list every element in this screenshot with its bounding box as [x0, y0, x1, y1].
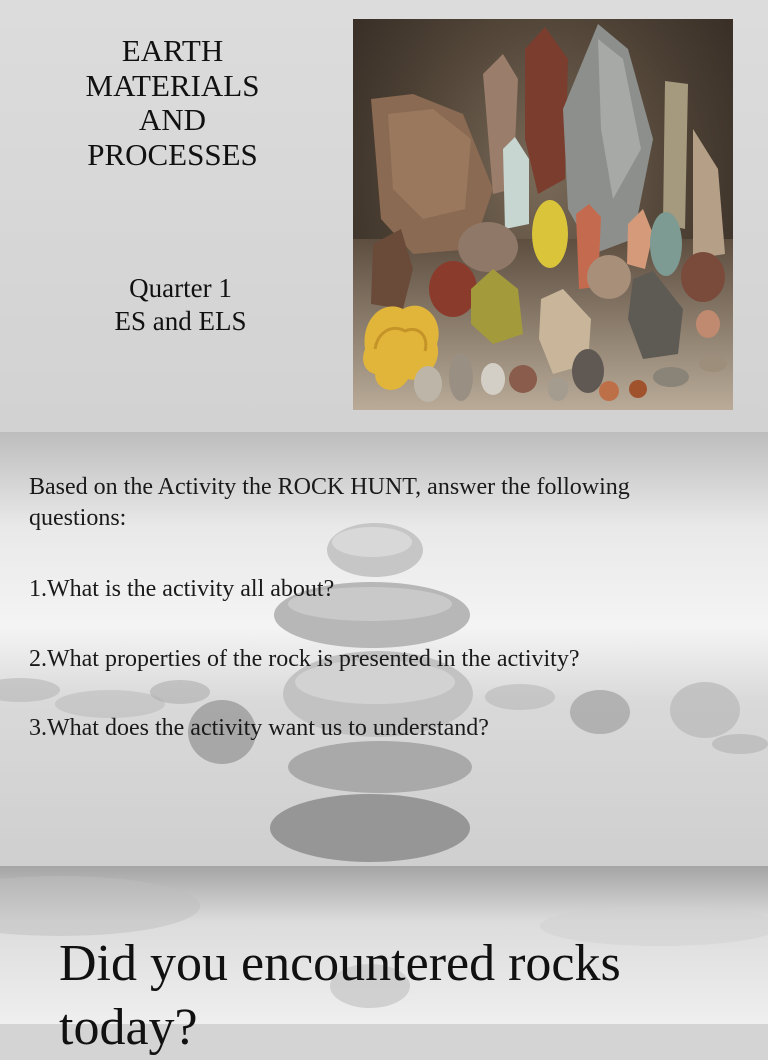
- question-2: 2.What properties of the rock is presented in the activity?: [29, 646, 580, 672]
- discussion-slide: [0, 866, 768, 1056]
- title-line: MATERIALS: [85, 67, 260, 103]
- title-slide: [0, 0, 768, 433]
- discussion-line: Did you encountered rocks: [59, 935, 621, 992]
- question-3: 3.What does the activity want us to understand?: [29, 715, 489, 741]
- title-line: AND: [138, 102, 207, 137]
- slide-title: [60, 34, 285, 172]
- instructions-text: Based on the Activity the ROCK HUNT, answer the following questions:: [29, 474, 630, 531]
- questions-slide: [0, 432, 768, 866]
- slide-subtitle: [78, 272, 283, 338]
- rocks-minerals-image: [353, 19, 733, 410]
- title-line: PROCESSES: [87, 136, 258, 172]
- question-1: 1.What is the activity all about?: [29, 576, 335, 602]
- title-line: EARTH: [121, 33, 224, 68]
- rocks-illustration: [353, 19, 733, 410]
- discussion-question: [59, 932, 759, 1060]
- subtitle-line: ES and ELS: [114, 306, 247, 336]
- subtitle-line: Quarter 1: [129, 273, 232, 303]
- discussion-line: today?: [59, 999, 198, 1056]
